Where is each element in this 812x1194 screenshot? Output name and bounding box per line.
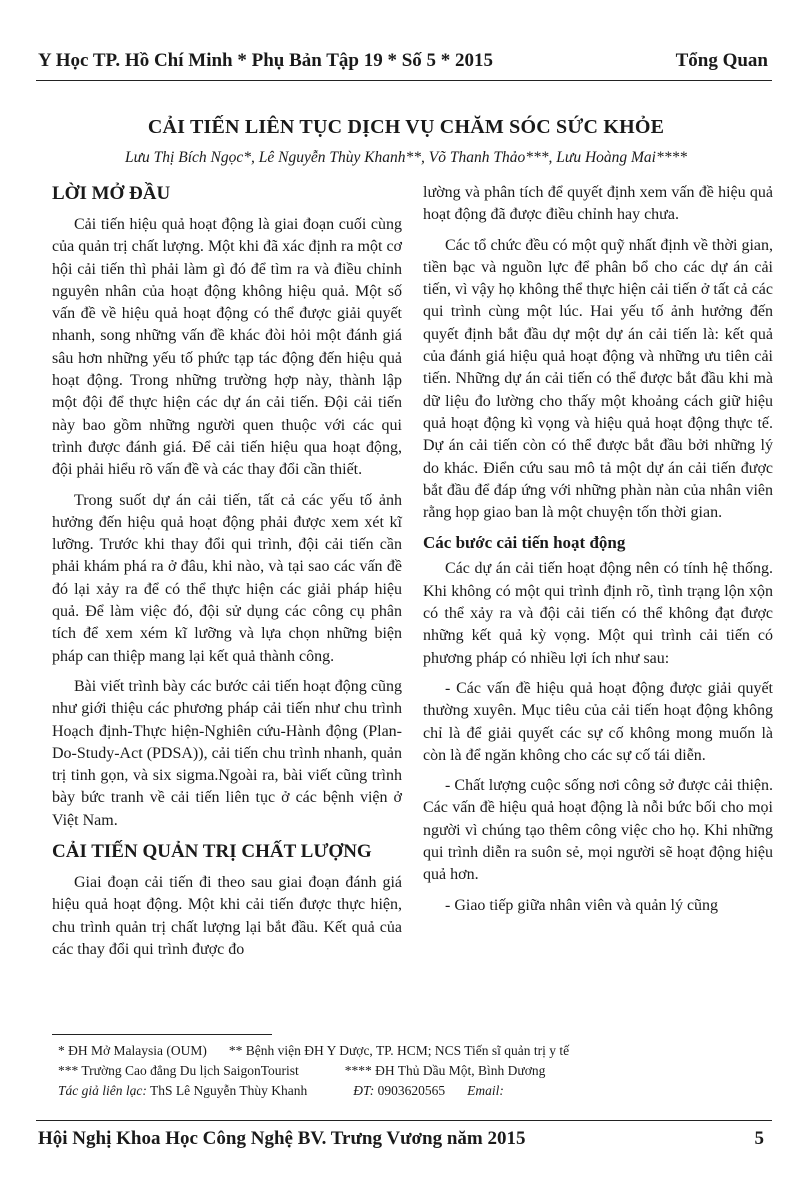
benefit-item-3: - Giao tiếp giữa nhân viên và quản lý cũng	[445, 896, 719, 914]
contact-name: ThS Lê Nguyễn Thùy Khanh	[150, 1083, 308, 1098]
affiliation-oum: * ĐH Mở Malaysia (OUM)	[58, 1043, 207, 1058]
footnote-affiliations-1	[58, 1043, 569, 1059]
article-authors: Lưu Thị Bích Ngọc*, Lê Nguyễn Thùy Khanh**, Võ Thanh Thảo***, Lưu Hoàng Mai****	[124, 149, 687, 166]
article-title: CẢI TIẾN LIÊN TỤC DỊCH VỤ CHĂM SÓC SỨC KHỎE	[147, 116, 665, 138]
intro-heading: LỜI MỞ ĐẦU	[52, 183, 171, 204]
page-number: 5	[754, 1128, 764, 1149]
intro-paragraph-2: Trong suốt dự án cải tiến, tất cả các yếu tố ảnh hưởng đến hiệu quả hoạt động phải được xem xét kĩ lưỡng. Trước khi thay đổi qui trình, đội cải tiến cần phải khám phá ra ở đâu, khi nào, và tại sao các vấn đề đó lại xảy ra để có thể thực hiện các giải pháp hiệu quả. Để làm việc đó, đội sử dụng các công cụ phân tích để xem xém kĩ lưỡng và lựa chọn những biện pháp can thiệp mang lại kết quả thành công.	[52, 491, 402, 665]
left-column	[52, 182, 402, 969]
email-label: Email:	[467, 1083, 504, 1098]
footer-rule	[36, 1120, 772, 1121]
running-header-journal: Y Học TP. Hồ Chí Minh * Phụ Bản Tập 19 * Số 5 * 2015	[38, 50, 494, 71]
phone-label: ĐT:	[353, 1083, 375, 1098]
quality-management-paragraph-1: Giai đoạn cải tiến đi theo sau giai đoạn đánh giá hiệu quả hoạt động. Một khi cải tiến được thực hiện, chu trình quản trị chất lượng lại bắt đầu. Kết quả của các thay đổi qui trình được đo	[52, 874, 402, 958]
affiliation-hospital: ** Bệnh viện ĐH Y Dược, TP. HCM; NCS Tiến sĩ quản trị y tế	[228, 1043, 570, 1058]
header-rule	[36, 80, 772, 81]
intro-paragraph-3: Bài viết trình bày các bước cải tiến hoạt động cũng như giới thiệu các phương pháp cải tiến như chu trình Hoạch định-Thực hiện-Nghiên cứu-Hành động (Plan-Do-Study-Act (PDSA)), cải tiến chu trình nhanh, quản trị tinh gọn, và six sigma.Ngoài ra, bài viết cũng trình bày bức tranh về cải tiến liên tục ở các bệnh viện ở Việt Nam.	[52, 677, 402, 829]
phone-number: 0903620565	[377, 1083, 446, 1098]
right-column	[423, 182, 773, 925]
steps-paragraph: Các dự án cải tiến hoạt động nên có tính hệ thống. Khi không có một qui trình định rõ, tình trạng lộn xộn có thể xảy ra và đội cải tiến có thể không đạt được những kết quả kỳ vọng. Một qui trình cải tiến có phương pháp có nhiều lợi ích như sau:	[423, 560, 773, 667]
footnote-contact	[58, 1083, 504, 1099]
funding-paragraph: Các tổ chức đều có một quỹ nhất định về thời gian, tiền bạc và nguồn lực để phân bổ cho các dự án cải tiến, vì vậy họ không thể thực hiện cải tiến ở tất cả các qui trình cùng một lúc. Hai yếu tố ảnh hưởng đến quyết định bắt đầu dự một dự án cải tiến là: kết quả của đánh giá hiệu quả hoạt động và những ưu tiên cải tiến. Những dự án cải tiến có thể được bắt đầu khi mà dữ liệu đo lường cho thấy một khoảng cách giữ hiệu quả hoạt động kì vọng và hiệu quả hoạt động thực tế. Dự án cải tiến còn có thể được bắt đầu bởi những lý do khác. Điển cứu sau mô tả một dự án cải tiến được bắt đầu để đáp ứng với những phàn nàn của nhân viên rằng họp giao ban là một chuyện tốn thời gian.	[423, 236, 773, 522]
benefit-item-1: - Các vấn đề hiệu quả hoạt động được giải quyết thường xuyên. Mục tiêu của cải tiến hoạt động không chỉ là để giải quyết các sự cố không mong muốn là còn là để ngăn không cho các sự cố tái diễn.	[423, 679, 773, 764]
improvement-steps-heading: Các bước cải tiến hoạt động	[423, 533, 626, 553]
footer-conference: Hội Nghị Khoa Học Công Nghệ BV. Trưng Vương năm 2015	[38, 1128, 526, 1149]
contact-label: Tác giả liên lạc:	[58, 1083, 147, 1098]
continued-paragraph: lường và phân tích để quyết định xem vấn đề hiệu quả hoạt động đã được điều chỉnh hay chưa.	[423, 184, 773, 224]
benefit-item-2: - Chất lượng cuộc sống nơi công sở được cải thiện. Các vấn đề hiệu quả hoạt động là nỗi bức bối cho mọi người vì chúng tạo thêm công việc cho họ. Khi những qui trình diễn ra suôn sẻ, mọi người sẽ hoạt động hiệu quả hơn.	[423, 777, 773, 884]
quality-management-heading: CẢI TIẾN QUẢN TRỊ CHẤT LƯỢNG	[52, 841, 372, 863]
affiliation-college: *** Trường Cao đẳng Du lịch SaigonTourist	[58, 1063, 299, 1078]
running-header-section: Tổng Quan	[675, 50, 768, 71]
footnote-rule	[52, 1034, 272, 1035]
footnote-affiliations-2	[58, 1063, 545, 1079]
affiliation-university: **** ĐH Thủ Dầu Một, Bình Dương	[344, 1063, 546, 1078]
intro-paragraph-1: Cải tiến hiệu quả hoạt động là giai đoạn cuối cùng của quản trị chất lượng. Một khi đã xác định ra một cơ hội cải tiến thì phải làm gì đó để tìm ra và điều chỉnh nguyên nhân của hoạt động không hiệu quả. Một số vấn đề về hiệu quả hoạt động có thể được giải quyết nhanh, song những vấn đề khác đòi hỏi một đánh giá sâu hơn những yếu tố phức tạp tác động đến hiệu quả hoạt động. Trong những trường hợp này, thành lập một đội để thực hiện các dự án cải tiến. Đội cải tiến này bao gồm những người quen thuộc với các qui trình được đánh giá. Để cải tiến hiệu qua hoạt động, đội phải hiểu rõ vấn đề và các thay đổi cần thiết.	[52, 216, 402, 479]
